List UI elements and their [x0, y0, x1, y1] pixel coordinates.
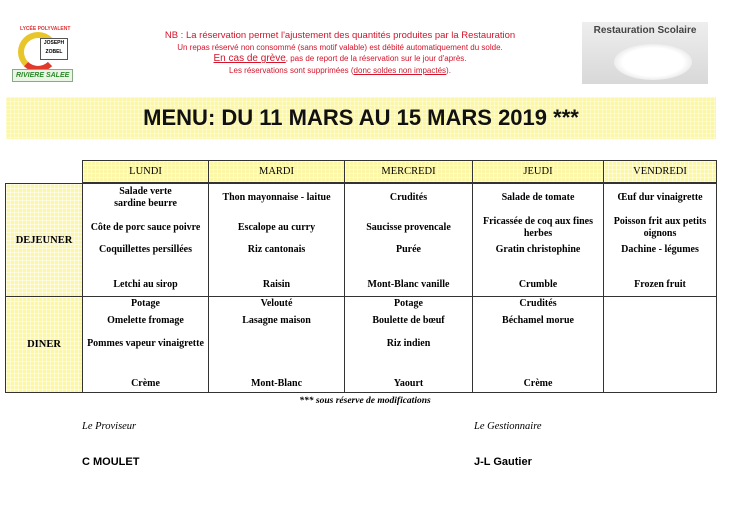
dish: Lasagne maison: [242, 315, 311, 326]
resto-label: Restauration Scolaire: [593, 25, 697, 36]
menu-cell: [208, 296, 345, 393]
notice-strike: En cas de grève: [213, 53, 286, 64]
dish: Crumble: [518, 279, 558, 290]
notice-line-1: NB : La réservation permet l'ajustement des quantités produites par la Restauration: [164, 30, 516, 41]
dish: Velouté: [260, 298, 293, 309]
dish: Pommes vapeur vinaigrette: [87, 338, 204, 349]
dish: Saucisse provencale: [366, 222, 451, 233]
dish: Riz cantonais: [247, 244, 306, 255]
school-logo: [10, 26, 88, 84]
dish: Mont-Blanc vanille: [367, 279, 450, 290]
dish: Salade de tomate: [501, 192, 575, 203]
dish: Crème: [131, 378, 160, 389]
dish: Thon mayonnaise - laitue: [222, 192, 331, 203]
notice-line-2: Un repas réservé non consommé (sans motif valable) est débité automatiquement du solde.: [177, 42, 503, 52]
dish: Boulette de bœuf: [372, 315, 445, 326]
logo-name: RIVIERE SALEE: [12, 69, 73, 82]
logo-arc-text: LYCÉE POLYVALENT: [20, 26, 71, 32]
dish: Escalope au curry: [237, 222, 316, 233]
notice-line-4b: donc soldes non impactés: [353, 65, 447, 75]
notice-line-4a: Les réservations sont supprimées (: [229, 65, 354, 75]
dish: Côte de porc sauce poivre: [90, 222, 201, 233]
dish: Crudités: [389, 192, 428, 203]
dish: Omelette fromage: [107, 315, 184, 326]
dish: Dachine - légumes: [621, 244, 699, 255]
dish: Potage: [131, 298, 160, 309]
day-header-mardi: MARDI: [208, 160, 345, 183]
dish: Yaourt: [393, 378, 424, 389]
dish: Raisin: [262, 279, 291, 290]
menu-cell: [82, 296, 209, 393]
dish: Œuf dur vinaigrette: [617, 192, 703, 203]
day-header-vendredi: VENDREDI: [603, 160, 717, 183]
dish: Crudités: [519, 298, 557, 309]
signature-name-proviseur: C MOULET: [82, 456, 140, 468]
dish: Gratin christophine: [495, 244, 581, 255]
day-header-mercredi: MERCREDI: [344, 160, 473, 183]
meal-label-diner: DINER: [5, 296, 83, 393]
dish: Salade verte sardine beurre: [114, 186, 177, 209]
restauration-scolaire-image: [582, 22, 708, 84]
menu-cell: [603, 183, 717, 297]
dish: Purée: [396, 244, 421, 255]
dish: Riz indien: [386, 338, 431, 349]
dish: Mont-Blanc: [250, 378, 303, 389]
menu-cell: [344, 296, 473, 393]
menu-title: MENU: DU 11 MARS AU 15 MARS 2019 ***: [6, 97, 716, 139]
signature-name-gestionnaire: J-L Gautier: [474, 456, 532, 468]
notice-line-3: , pas de report de la réservation sur le jour d'après.: [285, 54, 467, 63]
dish: Coquillettes persillées: [98, 244, 193, 255]
reservation-notice: [110, 30, 570, 76]
menu-cell: [472, 183, 604, 297]
dish: Poisson frit aux petits oignons: [613, 216, 707, 239]
plate-icon: [614, 44, 692, 80]
menu-cell: [603, 296, 717, 393]
signature-role-gestionnaire: Le Gestionnaire: [474, 421, 542, 432]
meal-label-dejeuner: DEJEUNER: [5, 183, 83, 297]
dish: Letchi au sirop: [113, 279, 178, 290]
menu-cell: [208, 183, 345, 297]
day-header-jeudi: JEUDI: [472, 160, 604, 183]
dish: Béchamel morue: [502, 315, 574, 326]
dish: Crème: [523, 378, 553, 389]
modification-note: *** sous réserve de modifications: [299, 396, 431, 406]
menu-cell: [472, 296, 604, 393]
menu-cell: [82, 183, 209, 297]
logo-box-text: JOSEPH ZOBEL: [40, 38, 68, 60]
menu-cell: [344, 183, 473, 297]
dish: Fricassée de coq aux fines herbes: [483, 216, 593, 239]
day-header-lundi: LUNDI: [82, 160, 209, 183]
notice-line-4c: ).: [446, 65, 451, 75]
dish: Potage: [394, 298, 423, 309]
signature-role-proviseur: Le Proviseur: [82, 421, 137, 432]
dish: Frozen fruit: [634, 279, 686, 290]
